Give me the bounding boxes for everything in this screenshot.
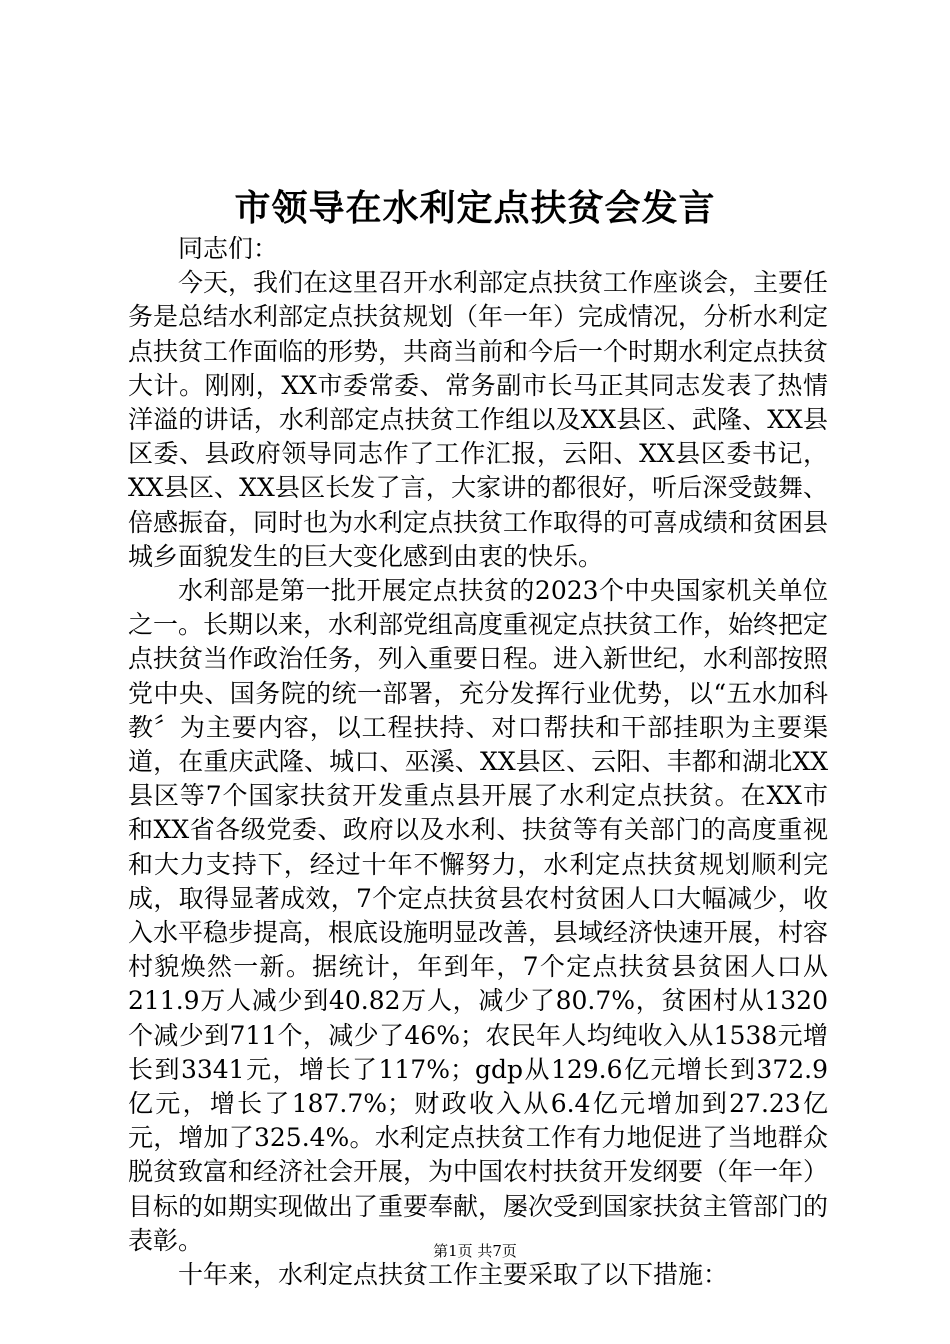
salutation: 同志们： <box>178 234 279 263</box>
document-title: 市领导在水利定点扶贫会发言 <box>234 187 716 229</box>
paragraph-2: 水利部是第一批开展定点扶贫的2023个中央国家机关单位之一。长期以来，水利部党组高度重视定点扶贫工作，始终把定点扶贫当作政治任务，列入重要日程。进入新世纪，水利部按照党中央、国务院的统一部署，充分发挥行业优势，以“五水加科教〞为主要内容，以工程扶持、对口帮扶和干部挂职为主要渠道，在重庆武隆、城口、巫溪、XX县区、云阳、丰都和湖北XX县区等7个国家扶贫开发重点县开展了水利定点扶贫。在XX市和XX省各级党委、政府以及水利、扶贫等有关部门的高度重视和大力支持下，经过十年不懈努力，水利定点扶贫规划顺利完成，取得显著成效，7个定点扶贫县农村贫困人口大幅减少，收入水平稳步提高，根底设施明显改善，县域经济快速开展，村容村貌焕然一新。据统计，年到年，7个定点扶贫县贫困人口从211.9万人减少到40.82万人，减少了80.7%，贫困村从1320个减少到711个，减少了46%；农民年人均纯收入从1538元增长到3341元，增长了117%；gdp从129.6亿元增长到372.9亿元，增长了187.7%；财政收入从6.4亿元增加到27.23亿元，增加了325.4%。水利定点扶贫工作有力地促进了当地群众脱贫致富和经济社会开展，为中国农村扶贫开发纲要（年一年）目标的如期实现做出了重要奉献，屡次受到国家扶贫主管部门的表彰。 <box>128 576 829 1255</box>
document-body <box>128 232 828 1292</box>
paragraph-1: 今天，我们在这里召开水利部定点扶贫工作座谈会，主要任务是总结水利部定点扶贫规划（年一年）完成情况，分析水利定点扶贫工作面临的形势，共商当前和今后一个时期水利定点扶贫大计。刚刚，XX市委常委、常务副市长马正其同志发表了热情洋溢的讲话，水利部定点扶贫工作组以及XX县区、武隆、XX县区委、县政府领导同志作了工作汇报，云阳、XX县区委书记，XX县区、XX县区长发了言，大家讲的都很好，听后深受鼓舞、倍感振奋，同时也为水利定点扶贫工作取得的可喜成绩和贫困县城乡面貌发生的巨大变化感到由衷的快乐。 <box>128 268 829 571</box>
paragraph-3: 十年来，水利定点扶贫工作主要采取了以下措施： <box>178 1260 729 1290</box>
page-number-footer: 第1页 共7页 <box>433 1242 517 1260</box>
